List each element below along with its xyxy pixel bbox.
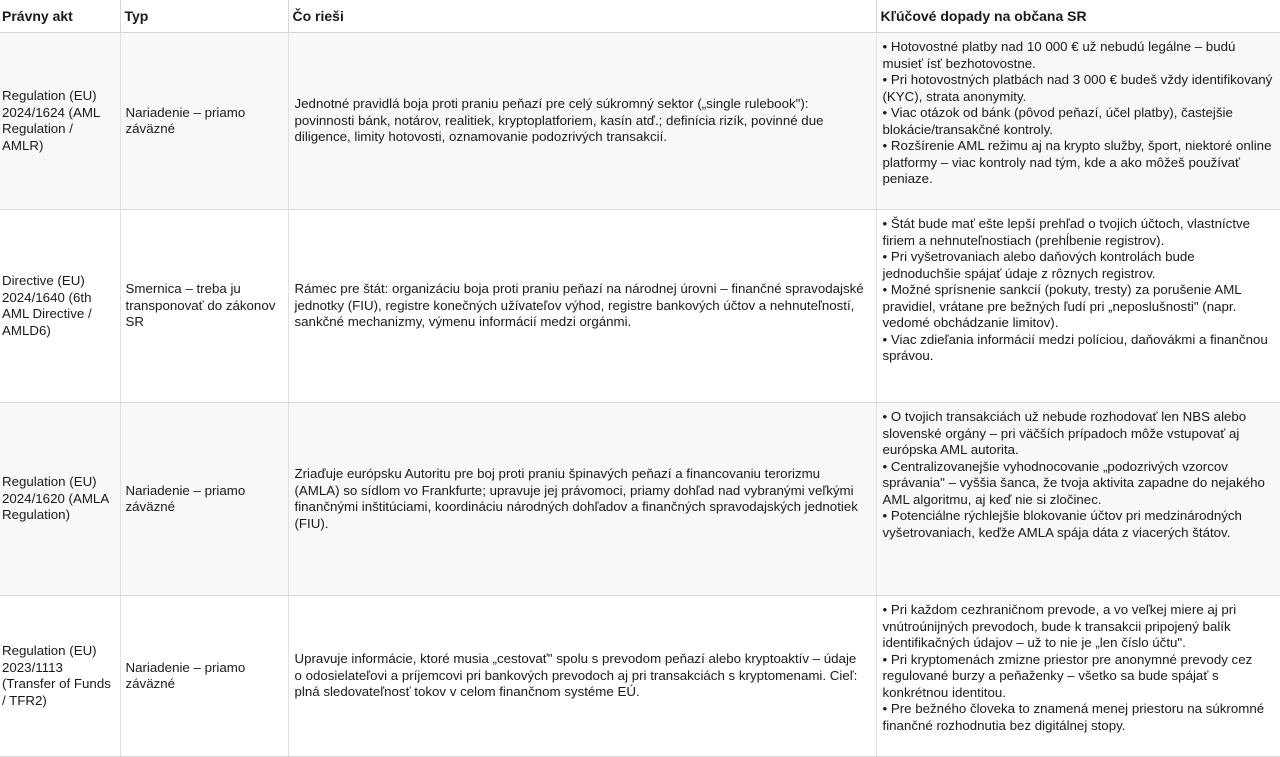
impact-item: • Pri vyšetrovaniach alebo daňových kontrolách bude jednoduchšie spájať údaje z rôznych registrov. [883, 249, 1274, 282]
impact-item: • Rozšírenie AML režimu aj na krypto služby, šport, niektoré online platformy – viac kontroly nad tým, kde a ako môžeš používať peniaze. [883, 138, 1274, 188]
description-cell: Zriaďuje európsku Autoritu pre boj proti praniu špinavých peňazí a financovaniu terorizmu (AMLA) so sídlom vo Frankfurte; upravuje jej právomoci, priamy dohľad nad vybranými veľkými finančnými inštitúciami, koordináciu národných dohľadov a finančných spravodajských jednotiek (FIU). [288, 403, 876, 596]
impact-item: • Centralizovanejšie vyhodnocovanie „podozrivých vzorcov správania" – vyššia šanca, že tvoja aktivita zapadne do nejakého AML algoritmu, aj keď nie si zločinec. [883, 459, 1274, 509]
header-type: Typ [120, 0, 288, 33]
legal-act-cell: Regulation (EU) 2023/1113 (Transfer of Funds / TFR2) [0, 596, 120, 757]
type-cell: Smernica – treba ju transponovať do zákonov SR [120, 210, 288, 403]
impacts-cell [876, 210, 1280, 403]
type-cell: Nariadenie – priamo záväzné [120, 596, 288, 757]
impact-item: • Pre bežného človeka to znamená menej priestoru na súkromné finančné rozhodnutia bez digitálnej stopy. [883, 701, 1274, 734]
impact-item: • Pri hotovostných platbách nad 3 000 € budeš vždy identifikovaný (KYC), strata anonymity. [883, 72, 1274, 105]
description-cell: Rámec pre štát: organizáciu boja proti praniu peňazí na národnej úrovni – finančné spravodajské jednotky (FIU), registre konečných užívateľov výhod, registre bankových účtov a nehnuteľností, sankčné mechanizmy, výmenu informácií medzi orgánmi. [288, 210, 876, 403]
impact-item: • Pri každom cezhraničnom prevode, a vo veľkej miere aj pri vnútroúnijných prevodoch, bude k transakcii pripojený balík identifikačných údajov – už to nie je „len číslo účtu". [883, 602, 1274, 652]
table-header-row [0, 0, 1280, 33]
table-row [0, 596, 1280, 757]
table-row [0, 403, 1280, 596]
header-legal-act: Právny akt [0, 0, 120, 33]
header-key-impacts: Kľúčové dopady na občana SR [876, 0, 1280, 33]
type-cell: Nariadenie – priamo záväzné [120, 403, 288, 596]
legal-act-cell: Regulation (EU) 2024/1620 (AMLA Regulation) [0, 403, 120, 596]
table-row [0, 33, 1280, 210]
impact-item: • O tvojich transakciách už nebude rozhodovať len NBS alebo slovenské orgány – pri väčších prípadoch môže vstupovať aj európska AML autorita. [883, 409, 1274, 459]
header-what-it-addresses: Čo rieši [288, 0, 876, 33]
description-cell: Upravuje informácie, ktoré musia „cestovať" spolu s prevodom peňazí alebo kryptoaktív – údaje o odosielateľovi a príjemcovi pri bankových prevodoch aj pri transakciách s kryptomenami. Cieľ: plná sledovateľnosť tokov v celom finančnom systéme EÚ. [288, 596, 876, 757]
impact-item: • Viac otázok od bánk (pôvod peňazí, účel platby), častejšie blokácie/transakčné kontroly. [883, 105, 1274, 138]
legal-act-cell: Directive (EU) 2024/1640 (6th AML Directive / AMLD6) [0, 210, 120, 403]
legal-act-cell: Regulation (EU) 2024/1624 (AML Regulation / AMLR) [0, 33, 120, 210]
type-cell: Nariadenie – priamo záväzné [120, 33, 288, 210]
description-cell: Jednotné pravidlá boja proti praniu peňazí pre celý súkromný sektor („single rulebook"): povinnosti bánk, notárov, realitiek, kryptoplatforiem, kasín atď.; definícia rizík, povinné due diligence, limity hotovosti, oznamovanie podozrivých transakcií. [288, 33, 876, 210]
impact-item: • Hotovostné platby nad 10 000 € už nebudú legálne – budú musieť ísť bezhotovostne. [883, 39, 1274, 72]
impacts-cell [876, 33, 1280, 210]
impact-item: • Možné sprísnenie sankcií (pokuty, tresty) za porušenie AML pravidiel, vrátane pre bežných ľudí pri „neposlušnosti" (napr. vedomé obchádzanie limitov). [883, 282, 1274, 332]
impact-item: • Viac zdieľania informácií medzi políciou, daňovákmi a finančnou správou. [883, 332, 1274, 365]
table-row [0, 210, 1280, 403]
impact-item: • Potenciálne rýchlejšie blokovanie účtov pri medzinárodných vyšetrovaniach, keďže AMLA spája dáta z viacerých štátov. [883, 508, 1274, 541]
impact-item: • Pri kryptomenách zmizne priestor pre anonymné prevody cez regulované burzy a peňaženky – všetko sa bude spájať s konkrétnou identitou. [883, 652, 1274, 702]
impacts-cell [876, 596, 1280, 757]
impact-item: • Štát bude mať ešte lepší prehľad o tvojich účtoch, vlastníctve firiem a nehnuteľnostiach (prehĺbenie registrov). [883, 216, 1274, 249]
impacts-cell [876, 403, 1280, 596]
